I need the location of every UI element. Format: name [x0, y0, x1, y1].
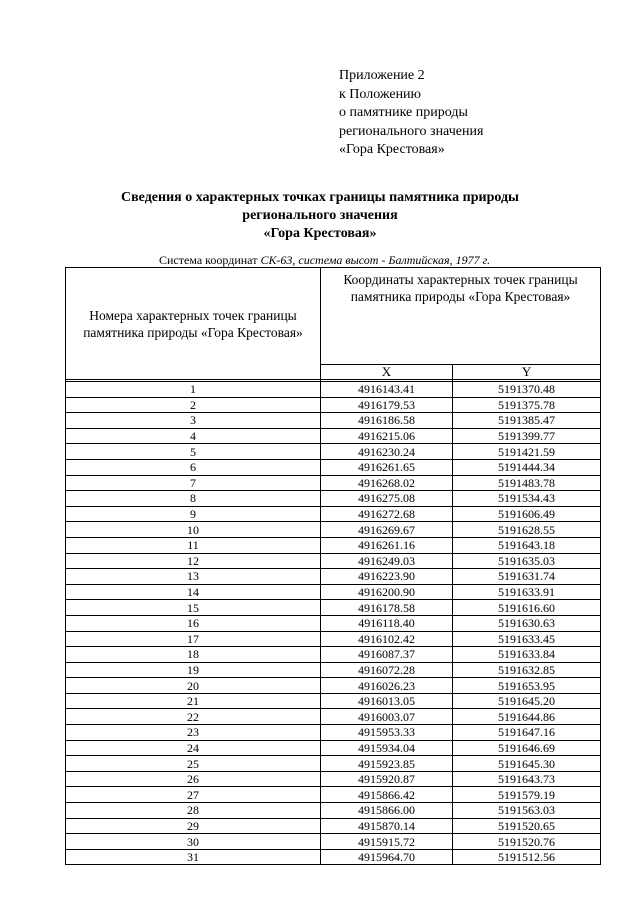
table-row: [66, 475, 601, 491]
table-row: [66, 709, 601, 725]
point-number-cell: 3: [66, 413, 321, 429]
y-coordinate-cell: 5191399.77: [453, 428, 601, 444]
point-number-cell: 9: [66, 506, 321, 522]
x-coordinate-cell: 4916275.08: [321, 491, 453, 507]
table-row: [66, 849, 601, 865]
table-row: [66, 584, 601, 600]
point-number-cell: 23: [66, 725, 321, 741]
table-row: [66, 803, 601, 819]
x-coordinate-cell: 4915870.14: [321, 818, 453, 834]
coordinate-system-note: [159, 253, 490, 267]
point-number-cell: 5: [66, 444, 321, 460]
coordinate-system-value: СК-63, система высот - Балтийская, 1977 г.: [260, 253, 491, 267]
x-coordinate-cell: 4916118.40: [321, 615, 453, 631]
table-row: [66, 506, 601, 522]
y-coordinate-cell: 5191512.56: [453, 849, 601, 865]
x-coordinate-cell: 4916143.41: [321, 382, 453, 398]
table-row: [66, 740, 601, 756]
table-row: [66, 834, 601, 850]
table-row: [66, 678, 601, 694]
x-coordinate-cell: 4915866.42: [321, 787, 453, 803]
table-row: [66, 693, 601, 709]
point-number-header: Номера характерных точек границы памятника природы «Гора Крестовая»: [66, 268, 321, 380]
table-row: [66, 382, 601, 398]
document-title: [0, 189, 640, 243]
point-number-cell: 17: [66, 631, 321, 647]
y-coordinate-cell: 5191633.91: [453, 584, 601, 600]
table-row: [66, 771, 601, 787]
y-coordinate-cell: 5191632.85: [453, 662, 601, 678]
x-coordinate-cell: 4916102.42: [321, 631, 453, 647]
point-number-cell: 2: [66, 397, 321, 413]
y-coordinate-cell: 5191444.34: [453, 459, 601, 475]
coordinates-header: Координаты характерных точек границы памятника природы «Гора Крестовая»: [321, 268, 601, 365]
point-number-cell: 6: [66, 459, 321, 475]
point-number-cell: 22: [66, 709, 321, 725]
x-coordinate-cell: 4916261.16: [321, 537, 453, 553]
title-line: Сведения о характерных точках границы памятника природы: [121, 190, 519, 205]
point-number-cell: 20: [66, 678, 321, 694]
y-coordinate-cell: 5191520.65: [453, 818, 601, 834]
annex-line: «Гора Крестовая»: [339, 142, 445, 157]
y-coordinate-cell: 5191628.55: [453, 522, 601, 538]
point-number-cell: 1: [66, 382, 321, 398]
point-number-cell: 28: [66, 803, 321, 819]
points-table-body: [66, 382, 601, 865]
point-number-cell: 11: [66, 537, 321, 553]
y-coordinate-cell: 5191633.84: [453, 647, 601, 663]
table-row: [66, 662, 601, 678]
point-number-cell: 12: [66, 553, 321, 569]
table-row: [66, 444, 601, 460]
table-row: [66, 397, 601, 413]
point-number-cell: 4: [66, 428, 321, 444]
annex-line: регионального значения: [339, 123, 484, 139]
point-number-cell: 15: [66, 600, 321, 616]
x-coordinate-cell: 4916269.67: [321, 522, 453, 538]
point-number-cell: 30: [66, 834, 321, 850]
y-coordinate-cell: 5191579.19: [453, 787, 601, 803]
x-coordinate-cell: 4916186.58: [321, 413, 453, 429]
y-coordinate-cell: 5191370.48: [453, 382, 601, 398]
point-number-cell: 27: [66, 787, 321, 803]
x-coordinate-cell: 4916215.06: [321, 428, 453, 444]
point-number-cell: 13: [66, 569, 321, 585]
y-coordinate-cell: 5191645.30: [453, 756, 601, 772]
y-coordinate-cell: 5191483.78: [453, 475, 601, 491]
x-coordinate-cell: 4916026.23: [321, 678, 453, 694]
y-coordinate-cell: 5191563.03: [453, 803, 601, 819]
x-coordinate-cell: 4916272.68: [321, 506, 453, 522]
y-coordinate-cell: 5191630.63: [453, 615, 601, 631]
point-number-cell: 25: [66, 756, 321, 772]
y-coordinate-cell: 5191606.49: [453, 506, 601, 522]
table-row: [66, 522, 601, 538]
table-row: [66, 459, 601, 475]
x-coordinate-cell: 4916268.02: [321, 475, 453, 491]
y-coordinate-cell: 5191645.20: [453, 693, 601, 709]
x-coordinate-cell: 4915953.33: [321, 725, 453, 741]
table-row: [66, 756, 601, 772]
point-number-cell: 24: [66, 740, 321, 756]
point-number-cell: 7: [66, 475, 321, 491]
x-coordinate-cell: 4916013.05: [321, 693, 453, 709]
x-coordinate-cell: 4916179.53: [321, 397, 453, 413]
x-header: X: [321, 365, 453, 380]
x-coordinate-cell: 4916087.37: [321, 647, 453, 663]
x-coordinate-cell: 4916072.28: [321, 662, 453, 678]
y-coordinate-cell: 5191421.59: [453, 444, 601, 460]
table-row: [66, 428, 601, 444]
y-coordinate-cell: 5191520.76: [453, 834, 601, 850]
table-row: [66, 787, 601, 803]
x-coordinate-cell: 4915923.85: [321, 756, 453, 772]
y-coordinate-cell: 5191644.86: [453, 709, 601, 725]
point-number-cell: 19: [66, 662, 321, 678]
point-number-cell: 14: [66, 584, 321, 600]
coordinate-system-prefix: Система координат: [159, 253, 261, 267]
y-coordinate-cell: 5191385.47: [453, 413, 601, 429]
y-coordinate-cell: 5191534.43: [453, 491, 601, 507]
annex-line: к Положению: [339, 86, 422, 102]
y-coordinate-cell: 5191647.16: [453, 725, 601, 741]
table-row: [66, 725, 601, 741]
point-number-cell: 16: [66, 615, 321, 631]
y-coordinate-cell: 5191633.45: [453, 631, 601, 647]
table-row: [66, 413, 601, 429]
x-coordinate-cell: 4916249.03: [321, 553, 453, 569]
point-number-cell: 8: [66, 491, 321, 507]
x-coordinate-cell: 4916178.58: [321, 600, 453, 616]
point-number-cell: 26: [66, 771, 321, 787]
point-number-cell: 29: [66, 818, 321, 834]
title-line: регионального значения: [242, 208, 398, 223]
table-row: [66, 631, 601, 647]
x-coordinate-cell: 4915915.72: [321, 834, 453, 850]
x-coordinate-cell: 4915964.70: [321, 849, 453, 865]
y-coordinate-cell: 5191643.18: [453, 537, 601, 553]
x-coordinate-cell: 4916200.90: [321, 584, 453, 600]
table-row: [66, 569, 601, 585]
points-table: [65, 267, 601, 865]
y-header: Y: [453, 365, 601, 380]
table-row: [66, 491, 601, 507]
table-row: [66, 647, 601, 663]
point-number-cell: 18: [66, 647, 321, 663]
y-coordinate-cell: 5191635.03: [453, 553, 601, 569]
y-coordinate-cell: 5191616.60: [453, 600, 601, 616]
y-coordinate-cell: 5191653.95: [453, 678, 601, 694]
table-row: [66, 818, 601, 834]
table-row: [66, 553, 601, 569]
x-coordinate-cell: 4916223.90: [321, 569, 453, 585]
x-coordinate-cell: 4916230.24: [321, 444, 453, 460]
x-coordinate-cell: 4915934.04: [321, 740, 453, 756]
point-number-cell: 31: [66, 849, 321, 865]
x-coordinate-cell: 4916003.07: [321, 709, 453, 725]
table-row: [66, 600, 601, 616]
y-coordinate-cell: 5191643.73: [453, 771, 601, 787]
y-coordinate-cell: 5191646.69: [453, 740, 601, 756]
annex-line: Приложение 2: [339, 68, 425, 83]
title-line: «Гора Крестовая»: [263, 226, 377, 241]
x-coordinate-cell: 4916261.65: [321, 459, 453, 475]
point-number-cell: 21: [66, 693, 321, 709]
x-coordinate-cell: 4915920.87: [321, 771, 453, 787]
table-row: [66, 537, 601, 553]
x-coordinate-cell: 4915866.00: [321, 803, 453, 819]
annex-block: [339, 67, 483, 160]
table-row: [66, 615, 601, 631]
point-number-cell: 10: [66, 522, 321, 538]
y-coordinate-cell: 5191375.78: [453, 397, 601, 413]
y-coordinate-cell: 5191631.74: [453, 569, 601, 585]
annex-line: о памятнике природы: [339, 105, 468, 120]
